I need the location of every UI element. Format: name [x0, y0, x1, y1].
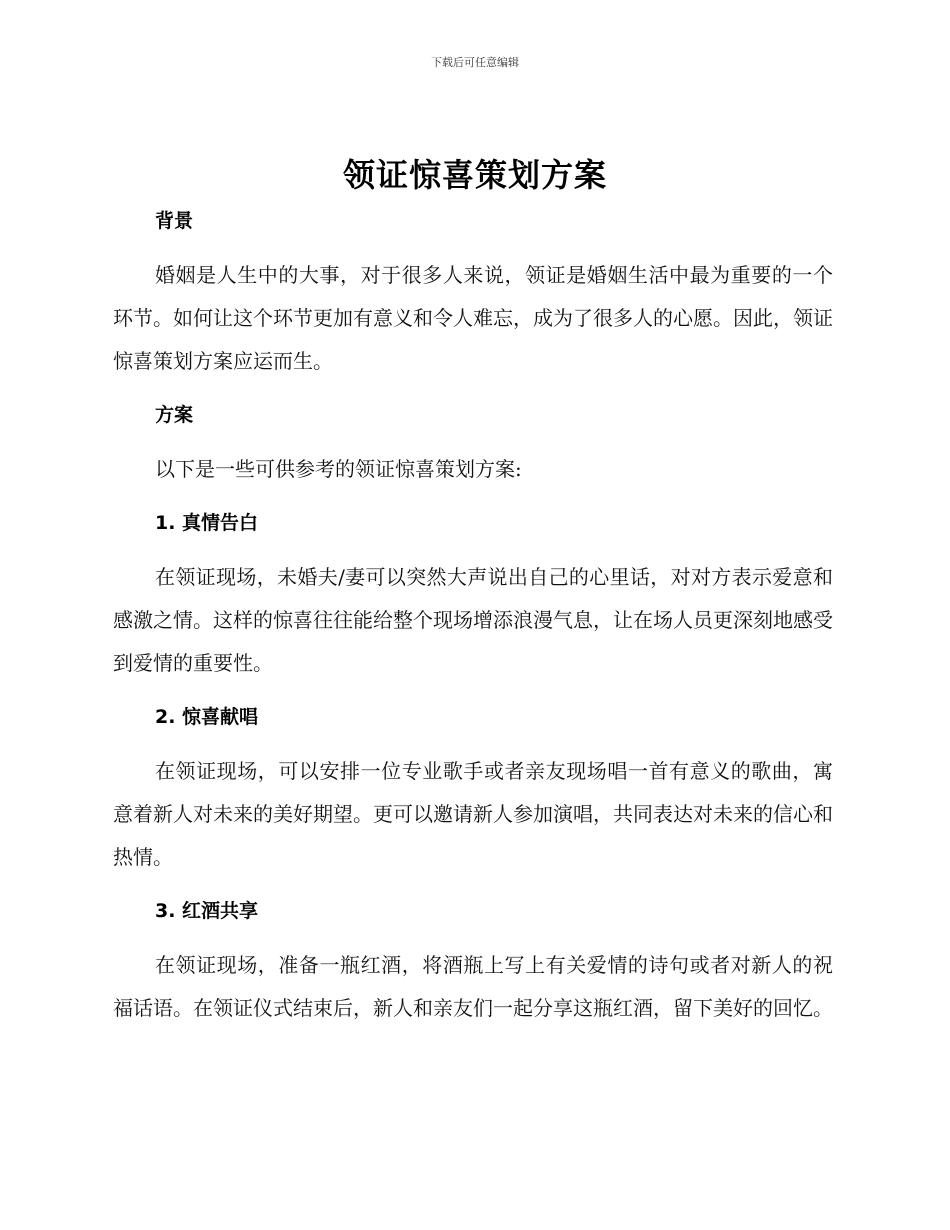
paragraph-item-2: 在领证现场，可以安排一位专业歌手或者亲友现场唱一首有意义的歌曲，寓意着新人对未来的美好期望。更可以邀请新人参加演唱，共同表达对未来的信心和热情。 — [113, 759, 833, 869]
document-body — [113, 204, 833, 1045]
paragraph-item-3: 在领证现场，准备一瓶红酒，将酒瓶上写上有关爱情的诗句或者对新人的祝福话语。在领证仪式结束后，新人和亲友们一起分享这瓶红酒，留下美好的回忆。 — [113, 953, 833, 1020]
header-note: 下载后可任意编辑 — [431, 56, 519, 69]
section-heading-item-2: 2. 惊喜献唱 — [155, 706, 259, 728]
paragraph-plan-intro: 以下是一些可供参考的领证惊喜策划方案: — [155, 457, 522, 481]
section-heading-item-1: 1. 真情告白 — [155, 512, 259, 534]
section-heading-background: 背景 — [155, 210, 194, 232]
section-heading-plan: 方案 — [155, 404, 194, 426]
document-title: 领证惊喜策划方案 — [342, 156, 607, 194]
paragraph-item-1: 在领证现场，未婚夫/妻可以突然大声说出自己的心里话，对对方表示爱意和感激之情。这样的惊喜往往能给整个现场增添浪漫气息，让在场人员更深刻地感受到爱情的重要性。 — [113, 565, 833, 675]
paragraph-background: 婚姻是人生中的大事，对于很多人来说，领证是婚姻生活中最为重要的一个环节。如何让这个环节更加有意义和令人难忘，成为了很多人的心愿。因此，领证惊喜策划方案应运而生。 — [113, 263, 833, 373]
section-heading-item-3: 3. 红酒共享 — [155, 900, 259, 922]
